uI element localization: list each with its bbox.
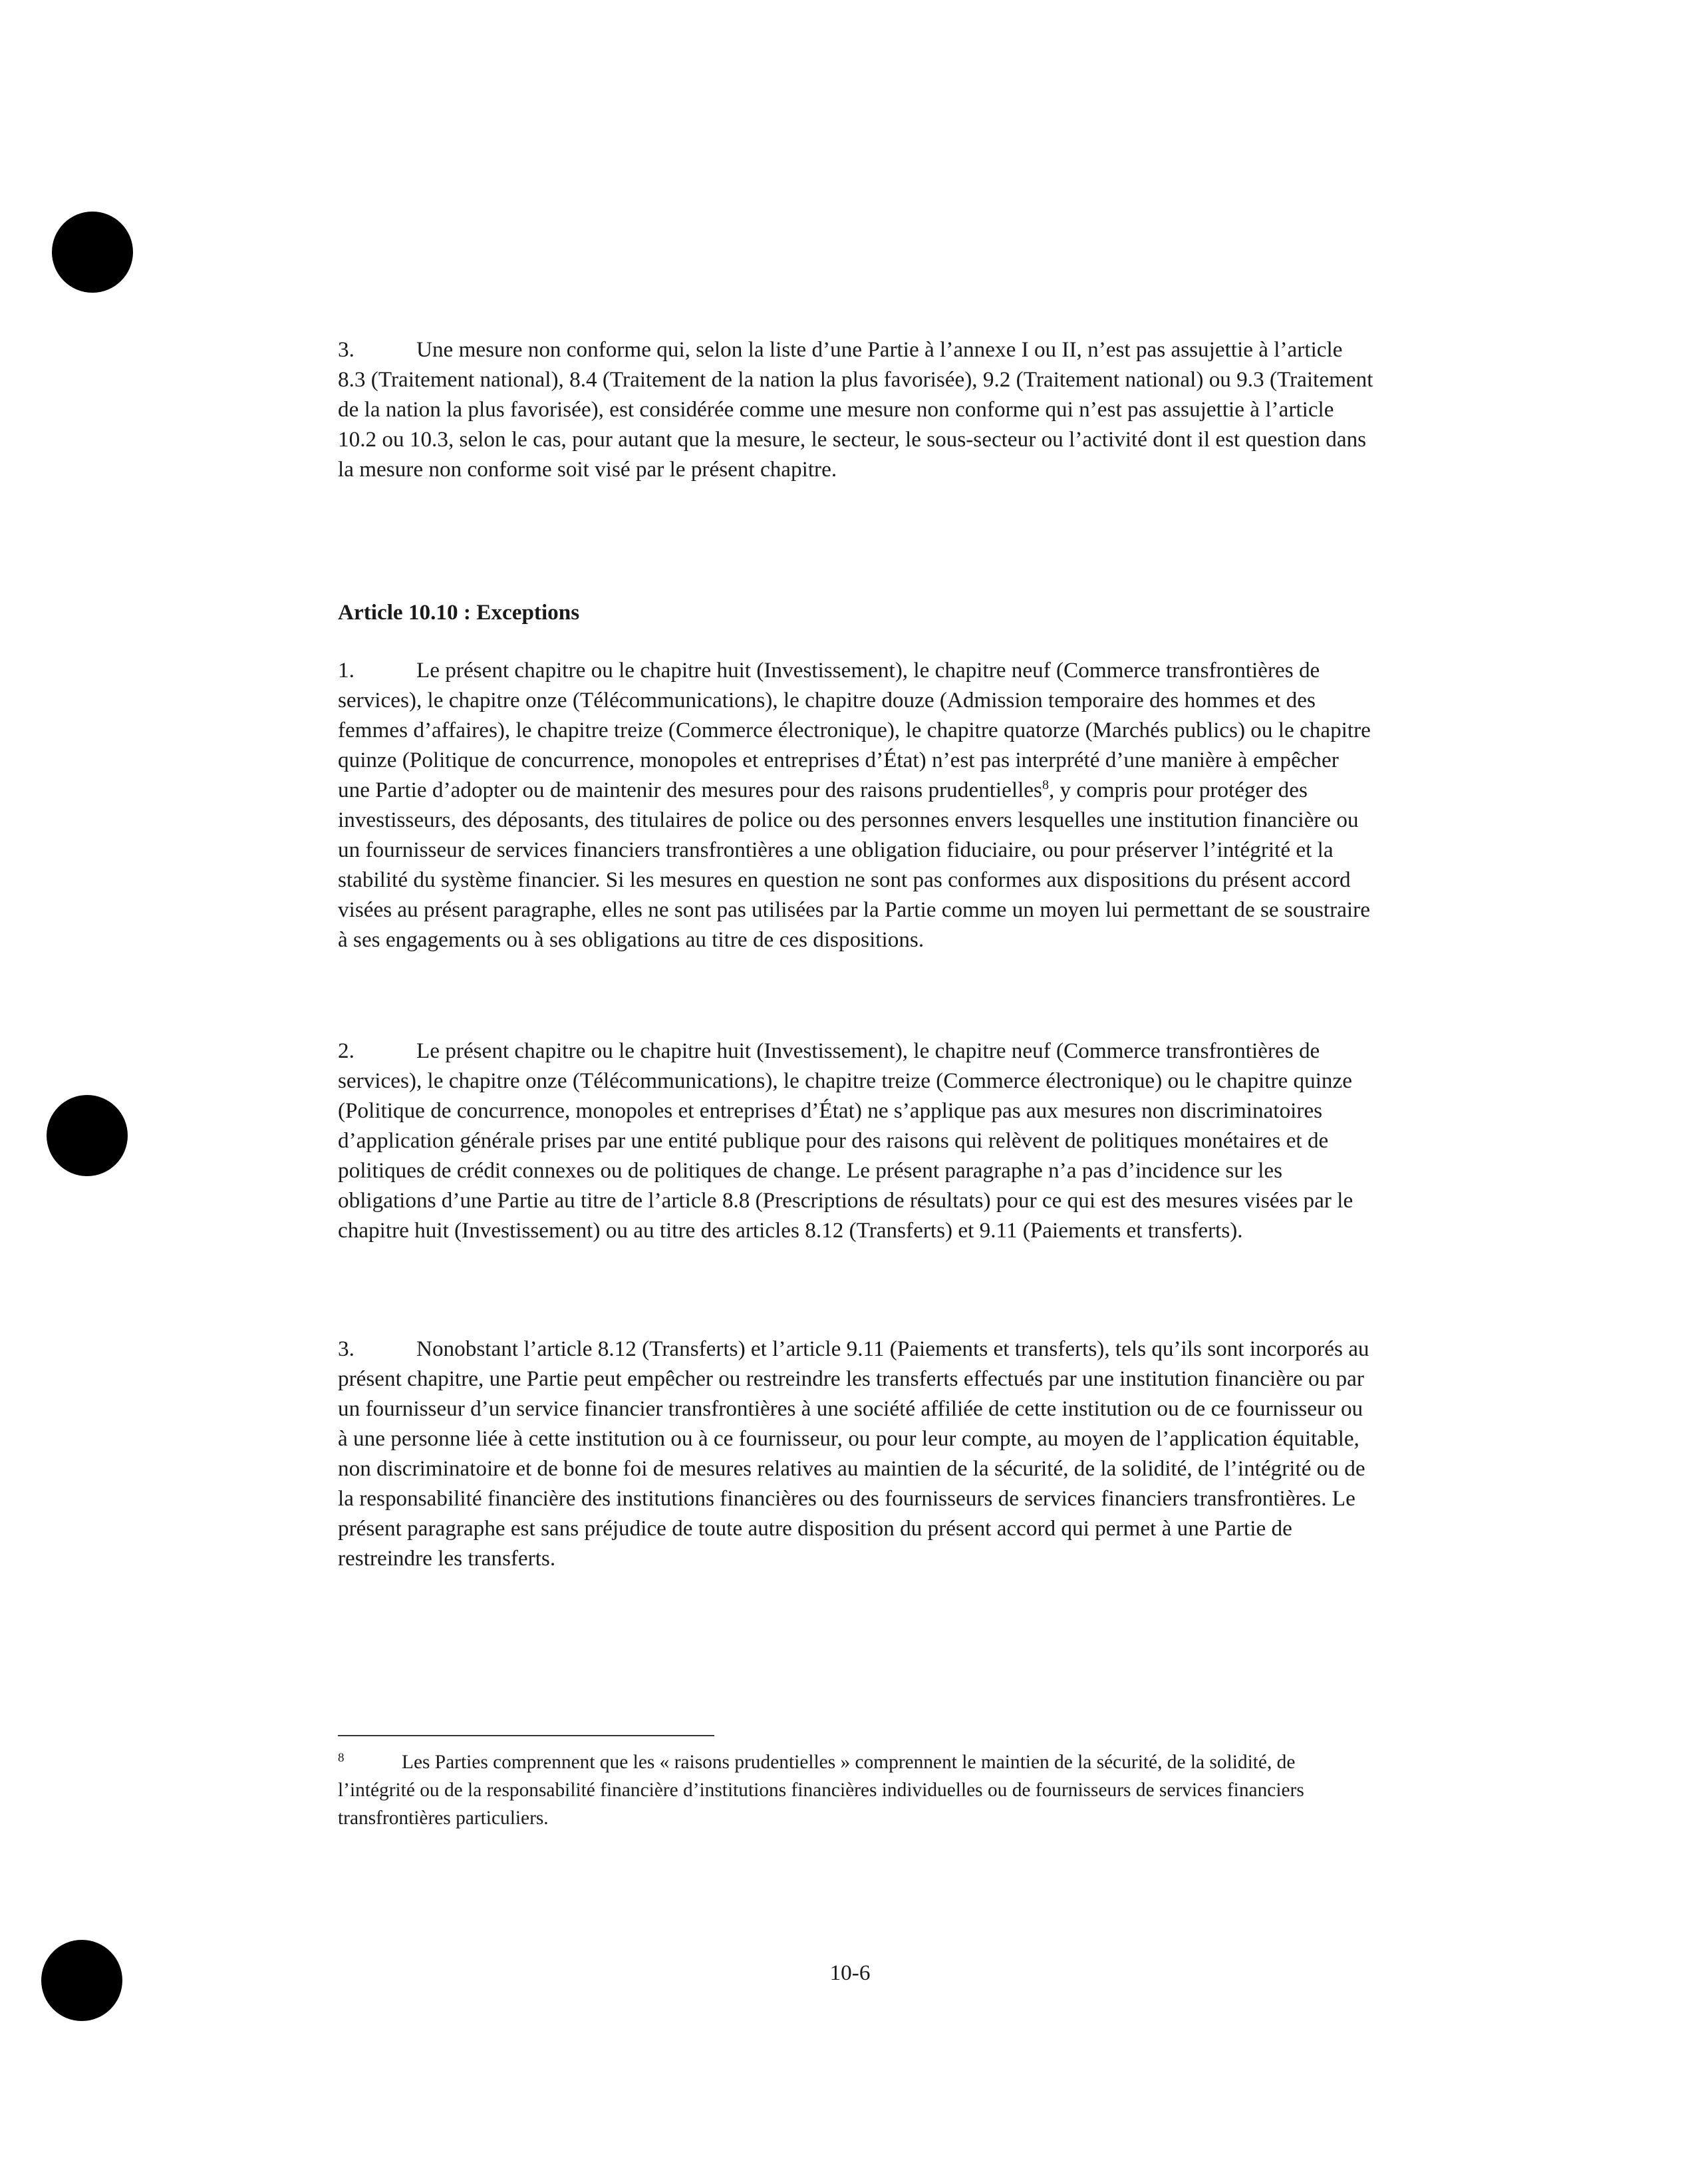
paragraph-number: 1. [338, 658, 354, 683]
article-paragraph-1 [338, 655, 1375, 955]
paragraph-number: 3. [338, 1336, 354, 1361]
paragraph-text: Le présent chapitre ou le chapitre huit (Investissement), le chapitre neuf (Commerce transfrontières de services), le chapitre onze (Télécommunications), le chapitre douze (Admission temporaire des hommes et des femmes d’affaires), le chapitre treize (Commerce électronique), le chapitre quatorze (Marchés publics) ou le chapitre quinze (Politique de concurrence, monopoles et entreprises d’État) n’est pas interprété d’une manière à empêcher une Partie d’adopter ou de maintenir des mesures pour des raisons prudentielles [338, 658, 1371, 802]
paragraph-text: Une mesure non conforme qui, selon la liste d’une Partie à l’annexe I ou II, n’est pas assujettie à l’article 8.3 (Traitement national), 8.4 (Traitement de la nation la plus favorisée), 9.2 (Traitement national) ou 9.3 (Traitement de la nation la plus favorisée), est considérée comme une mesure non conforme qui n’est pas assujettie à l’article 10.2 ou 10.3, selon le cas, pour autant que la mesure, le secteur, le sous-secteur ou l’activité dont il est question dans la mesure non conforme soit visé par le présent chapitre. [338, 337, 1373, 482]
paragraph-text: Nonobstant l’article 8.12 (Transferts) et l’article 9.11 (Paiements et transferts), tels qu’ils sont incorporés au présent chapitre, une Partie peut empêcher ou restreindre les transferts effectués par une institution financière ou par un fournisseur d’un service financier transfrontières à une société affiliée de cette institution ou de ce fournisseur ou à une personne liée à cette institution ou à ce fournisseur, ou pour leur compte, au moyen de l’application équitable, non discriminatoire et de bonne foi de mesures relatives au maintien de la sécurité, de la solidité, de l’intégrité ou de la responsabilité financière des institutions financières ou des fournisseurs de services financiers transfrontières. Le présent paragraphe est sans préjudice de toute autre disposition du présent accord qui permet à une Partie de restreindre les transferts. [338, 1336, 1369, 1571]
page-number: 10-6 [829, 1960, 871, 1985]
paragraph-3-previous-article [338, 335, 1375, 484]
footnote-mark: 8 [338, 1751, 345, 1765]
paragraph-number: 3. [338, 337, 354, 362]
paragraph-text: Le présent chapitre ou le chapitre huit (Investissement), le chapitre neuf (Commerce transfrontières de services), le chapitre onze (Télécommunications), le chapitre treize (Commerce électronique) ou le chapitre quinze (Politique de concurrence, monopoles et entreprises d’État) ne s’applique pas aux mesures non discriminatoires d’application générale prises par une entité publique pour des raisons qui relèvent de politiques monétaires et de politiques de crédit connexes ou de politiques de change. Le présent paragraphe n’a pas d’incidence sur les obligations d’une Partie au titre de l’article 8.8 (Prescriptions de résultats) pour ce qui est des mesures visées par le chapitre huit (Investissement) ou au titre des articles 8.12 (Transferts) et 9.11 (Paiements et transferts). [338, 1038, 1353, 1243]
footnote-divider [338, 1735, 714, 1736]
article-paragraph-3 [338, 1334, 1375, 1573]
paragraph-text-continued: , y compris pour protéger des investisseurs, des déposants, des titulaires de police ou des personnes envers lesquelles une institution financière ou un fournisseur de services financiers transfrontières a une obligation fiduciaire, ou pour préserver l’intégrité et la stabilité du système financier. Si les mesures en question ne sont pas conformes aux dispositions du présent accord visées au présent paragraphe, elles ne sont pas utilisées par la Partie comme un moyen lui permettant de se soustraire à ses engagements ou à ses obligations au titre de ces dispositions. [338, 778, 1370, 952]
footnote [338, 1748, 1375, 1832]
paragraph-number: 2. [338, 1038, 354, 1063]
article-paragraph-2 [338, 1036, 1375, 1245]
article-heading: Article 10.10 : Exceptions [338, 600, 580, 625]
punch-hole-top [52, 212, 133, 293]
punch-hole-middle [47, 1095, 128, 1176]
footnote-reference: 8 [1042, 777, 1049, 792]
footnote-text: Les Parties comprennent que les « raisons prudentielles » comprennent le maintien de la sécurité, de la solidité, de l’intégrité ou de la responsabilité financière d’institutions financières individuelles ou de fournisseurs de services financiers transfrontières particuliers. [338, 1752, 1304, 1829]
